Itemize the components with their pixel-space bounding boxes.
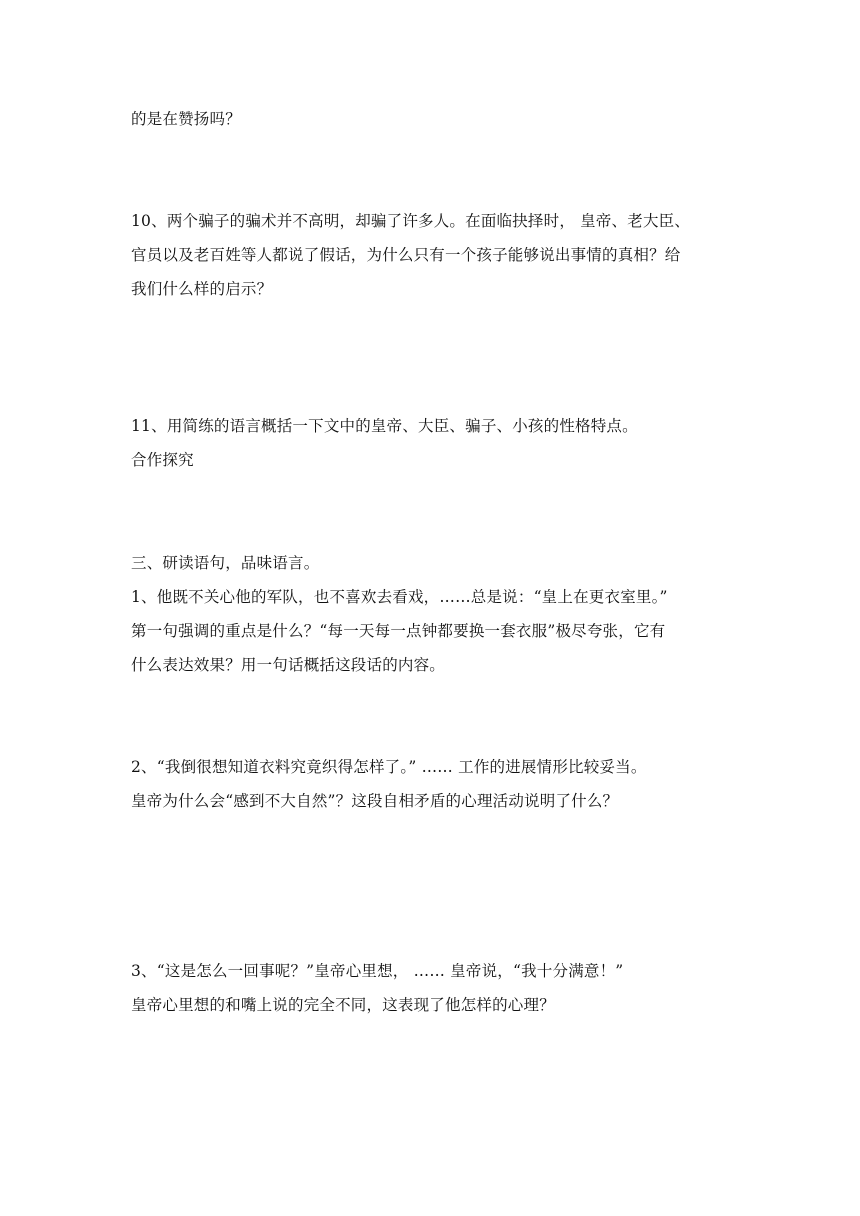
item-2-line-1: 2、“我倒很想知道衣料究竟织得怎样了。” …… 工作的进展情形比较妥当。	[131, 758, 647, 776]
q10-line-3: 我们什么样的启示？	[131, 280, 273, 298]
q9-continuation-line: 的是在赞扬吗？	[131, 110, 241, 128]
item-1-line-1: 1、他既不关心他的军队，也不喜欢去看戏，……总是说：“皇上在更衣室里。”	[131, 588, 668, 606]
q11-line: 11、用简练的语言概括一下文中的皇帝、大臣、骗子、小孩的性格特点。	[131, 417, 638, 435]
q10-line-1: 10、两个骗子的骗术并不高明，却骗了许多人。在面临抉择时， 皇帝、老大臣、	[131, 212, 691, 230]
q10-line-2: 官员以及老百姓等人都说了假话，为什么只有一个孩子能够说出事情的真相？给	[131, 246, 681, 264]
item-2-line-2: 皇帝为什么会“感到不大自然”？这段自相矛盾的心理活动说明了什么？	[131, 792, 619, 810]
section-heading-three: 三、研读语句，品味语言。	[131, 554, 320, 572]
item-1-line-3: 什么表达效果？用一句话概括这段话的内容。	[131, 656, 446, 674]
item-1-line-2: 第一句强调的重点是什么？“每一天每一点钟都要换一套衣服”极尽夸张，它有	[131, 622, 666, 640]
item-3-line-1: 3、“这是怎么一回事呢？”皇帝心里想， …… 皇帝说，“我十分满意！”	[131, 962, 624, 980]
item-3-line-2: 皇帝心里想的和嘴上说的完全不同，这表现了他怎样的心理？	[131, 996, 555, 1014]
section-heading-cooperative-inquiry: 合作探究	[131, 451, 194, 469]
